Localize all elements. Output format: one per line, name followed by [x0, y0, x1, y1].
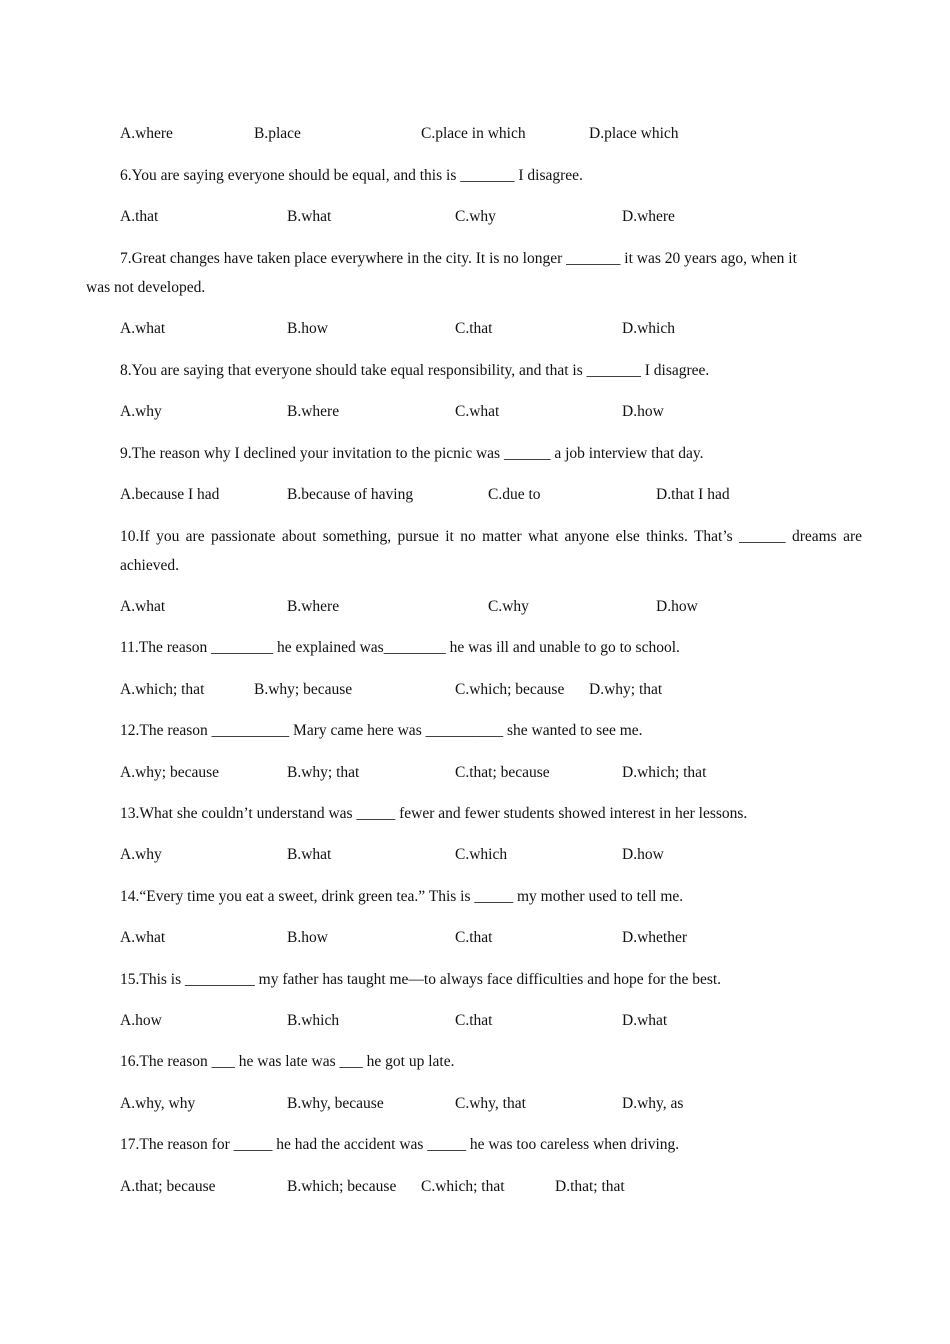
option-d: D.how [656, 598, 698, 615]
option-c: C.that [455, 320, 493, 337]
option-b: B.place [254, 125, 301, 142]
option-a: A.how [120, 1012, 162, 1029]
question-7: 7.Great changes have taken place everywhere in the city. It is no longer _______ it was 20 years ago, when it [120, 250, 797, 267]
question-13: 13.What she couldn’t understand was _____ fewer and fewer students showed interest in her lessons. [120, 805, 748, 822]
option-d: D.which; that [622, 764, 707, 781]
option-c: C.due to [488, 486, 541, 503]
option-d: D.how [622, 846, 664, 863]
option-a: A.because I had [120, 486, 220, 503]
option-d: D.which [622, 320, 675, 337]
option-d: D.what [622, 1012, 668, 1029]
question-10: 10.If you are passionate about something, pursue it no matter what anyone else thinks. That’s ______ dreams are achieved. [120, 528, 862, 574]
option-c: C.that [455, 929, 493, 946]
option-b: B.because of having [287, 486, 414, 503]
option-b: B.why; that [287, 764, 360, 781]
option-a: A.what [120, 320, 166, 337]
option-a: A.what [120, 598, 166, 615]
option-c: C.place in which [421, 125, 526, 142]
option-b: B.what [287, 208, 332, 225]
option-c: C.which; because [455, 681, 565, 698]
question-9: 9.The reason why I declined your invitation to the picnic was ______ a job interview that day. [120, 445, 704, 462]
question-12: 12.The reason __________ Mary came here was __________ she wanted to see me. [120, 722, 643, 739]
option-c: C.that; because [455, 764, 550, 781]
option-d: D.how [622, 403, 664, 420]
question-7-continuation: was not developed. [86, 279, 206, 296]
option-a: A.why [120, 403, 162, 420]
option-c: C.that [455, 1012, 493, 1029]
option-b: B.how [287, 320, 328, 337]
option-b: B.why; because [254, 681, 353, 698]
question-17: 17.The reason for _____ he had the accident was _____ he was too careless when driving. [120, 1136, 680, 1153]
option-b: B.where [287, 598, 340, 615]
question-8: 8.You are saying that everyone should take equal responsibility, and that is _______ I disagree. [120, 362, 710, 379]
option-b: B.which [287, 1012, 340, 1029]
option-a: A.that [120, 208, 159, 225]
option-a: A.why; because [120, 764, 219, 781]
question-11: 11.The reason ________ he explained was________ he was ill and unable to go to school. [120, 639, 680, 656]
question-15: 15.This is _________ my father has taught me—to always face difficulties and hope for the best. [120, 971, 722, 988]
option-d: D.that; that [555, 1178, 625, 1195]
option-d: D.place which [589, 125, 679, 142]
option-c: C.why [455, 208, 496, 225]
question-16: 16.The reason ___ he was late was ___ he got up late. [120, 1053, 455, 1070]
option-d: D.whether [622, 929, 687, 946]
option-a: A.why [120, 846, 162, 863]
option-a: A.where [120, 125, 173, 142]
option-c: C.why [488, 598, 529, 615]
option-b: B.what [287, 846, 332, 863]
option-d: D.where [622, 208, 675, 225]
question-14: 14.“Every time you eat a sweet, drink green tea.” This is _____ my mother used to tell me. [120, 888, 684, 905]
option-a: A.which; that [120, 681, 205, 698]
option-d: D.why, as [622, 1095, 684, 1112]
option-c: C.why, that [455, 1095, 526, 1112]
option-b: B.where [287, 403, 340, 420]
question-6: 6.You are saying everyone should be equal, and this is _______ I disagree. [120, 167, 583, 184]
option-b: B.why, because [287, 1095, 384, 1112]
option-a: A.why, why [120, 1095, 196, 1112]
option-a: A.that; because [120, 1178, 216, 1195]
option-d: D.that I had [656, 486, 730, 503]
option-b: B.how [287, 929, 328, 946]
option-a: A.what [120, 929, 166, 946]
option-c: C.which [455, 846, 508, 863]
option-d: D.why; that [589, 681, 663, 698]
option-b: B.which; because [287, 1178, 397, 1195]
option-c: C.which; that [421, 1178, 505, 1195]
option-c: C.what [455, 403, 500, 420]
